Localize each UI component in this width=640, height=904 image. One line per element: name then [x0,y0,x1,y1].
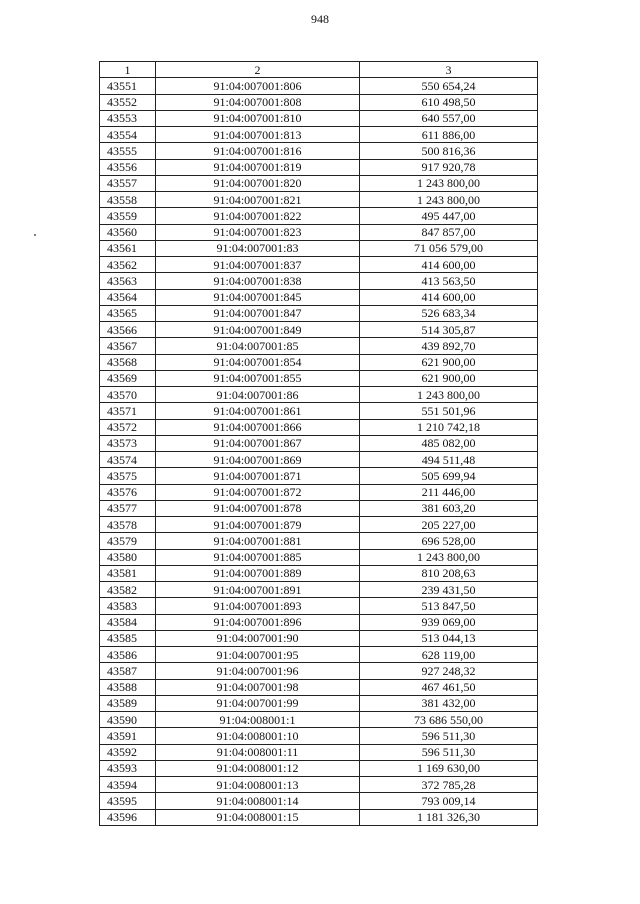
table-row [100,712,538,728]
amount-cell: 1 181 326,30 [360,809,538,825]
row-number-cell: 43596 [100,809,156,825]
table-row [100,192,538,208]
table-row [100,338,538,354]
amount-cell: 505 699,94 [360,468,538,484]
amount-cell: 551 501,96 [360,403,538,419]
cadastral-number-cell: 91:04:007001:806 [156,78,360,94]
cadastral-number-cell: 91:04:007001:854 [156,354,360,370]
row-number-cell: 43558 [100,192,156,208]
table-row [100,94,538,110]
amount-cell: 500 816,36 [360,143,538,159]
table-row [100,175,538,191]
cadastral-number-cell: 91:04:007001:95 [156,647,360,663]
table-row [100,387,538,403]
row-number-cell: 43577 [100,500,156,516]
table-row [100,679,538,695]
amount-cell: 205 227,00 [360,517,538,533]
cadastral-number-cell: 91:04:007001:871 [156,468,360,484]
table-row [100,533,538,549]
cadastral-number-cell: 91:04:007001:869 [156,452,360,468]
row-number-cell: 43559 [100,208,156,224]
table-row [100,809,538,825]
cadastral-number-cell: 91:04:007001:808 [156,94,360,110]
cadastral-number-cell: 91:04:007001:98 [156,679,360,695]
row-number-cell: 43571 [100,403,156,419]
amount-cell: 621 900,00 [360,354,538,370]
cadastral-number-cell: 91:04:007001:810 [156,110,360,126]
table-row [100,582,538,598]
table-row [100,257,538,273]
cadastral-number-cell: 91:04:007001:822 [156,208,360,224]
table-row [100,452,538,468]
row-number-cell: 43585 [100,630,156,646]
cadastral-number-cell: 91:04:008001:12 [156,760,360,776]
row-number-cell: 43566 [100,322,156,338]
scan-speck [34,234,36,236]
header-row [100,62,538,78]
row-number-cell: 43564 [100,289,156,305]
cadastral-number-cell: 91:04:007001:893 [156,598,360,614]
cadastral-number-cell: 91:04:007001:881 [156,533,360,549]
table-row [100,289,538,305]
table-row [100,549,538,565]
cadastral-number-cell: 91:04:007001:872 [156,484,360,500]
row-number-cell: 43569 [100,370,156,386]
table-row [100,777,538,793]
row-number-cell: 43563 [100,273,156,289]
row-number-cell: 43562 [100,257,156,273]
amount-cell: 413 563,50 [360,273,538,289]
cadastral-number-cell: 91:04:007001:86 [156,387,360,403]
table-row [100,484,538,500]
cadastral-number-cell: 91:04:007001:879 [156,517,360,533]
row-number-cell: 43552 [100,94,156,110]
amount-cell: 847 857,00 [360,224,538,240]
cadastral-number-cell: 91:04:008001:14 [156,793,360,809]
amount-cell: 514 305,87 [360,322,538,338]
row-number-cell: 43557 [100,175,156,191]
page-number: 948 [311,12,329,26]
amount-cell: 71 056 579,00 [360,240,538,256]
cadastral-number-cell: 91:04:007001:820 [156,175,360,191]
cadastral-number-cell: 91:04:008001:15 [156,809,360,825]
table-row [100,468,538,484]
column-header-1: 1 [100,62,156,78]
table-row [100,208,538,224]
amount-cell: 696 528,00 [360,533,538,549]
table-row [100,110,538,126]
column-header-2: 2 [156,62,360,78]
cadastral-number-cell: 91:04:008001:1 [156,712,360,728]
cadastral-number-cell: 91:04:007001:849 [156,322,360,338]
row-number-cell: 43583 [100,598,156,614]
row-number-cell: 43561 [100,240,156,256]
amount-cell: 810 208,63 [360,565,538,581]
amount-cell: 640 557,00 [360,110,538,126]
amount-cell: 439 892,70 [360,338,538,354]
cadastral-number-cell: 91:04:007001:83 [156,240,360,256]
cadastral-number-cell: 91:04:007001:837 [156,257,360,273]
table-row [100,760,538,776]
amount-cell: 495 447,00 [360,208,538,224]
row-number-cell: 43554 [100,127,156,143]
row-number-cell: 43567 [100,338,156,354]
table-row [100,744,538,760]
cadastral-number-cell: 91:04:007001:819 [156,159,360,175]
row-number-cell: 43555 [100,143,156,159]
cadastral-number-cell: 91:04:007001:823 [156,224,360,240]
table-row [100,695,538,711]
amount-cell: 414 600,00 [360,257,538,273]
amount-cell: 621 900,00 [360,370,538,386]
cadastral-number-cell: 91:04:007001:847 [156,305,360,321]
table-row [100,647,538,663]
table-row [100,517,538,533]
row-number-cell: 43590 [100,712,156,728]
table-row [100,435,538,451]
cadastral-number-cell: 91:04:007001:866 [156,419,360,435]
row-number-cell: 43560 [100,224,156,240]
row-number-cell: 43551 [100,78,156,94]
row-number-cell: 43591 [100,728,156,744]
amount-cell: 526 683,34 [360,305,538,321]
cadastral-number-cell: 91:04:007001:813 [156,127,360,143]
row-number-cell: 43573 [100,435,156,451]
row-number-cell: 43578 [100,517,156,533]
cadastral-number-cell: 91:04:007001:896 [156,614,360,630]
table-row [100,273,538,289]
cadastral-number-cell: 91:04:007001:821 [156,192,360,208]
amount-cell: 73 686 550,00 [360,712,538,728]
table-row [100,370,538,386]
table-row [100,143,538,159]
table-row [100,614,538,630]
cadastral-number-cell: 91:04:008001:13 [156,777,360,793]
row-number-cell: 43594 [100,777,156,793]
cadastral-number-cell: 91:04:007001:99 [156,695,360,711]
amount-cell: 485 082,00 [360,435,538,451]
amount-cell: 1 210 742,18 [360,419,538,435]
table-row [100,354,538,370]
row-number-cell: 43575 [100,468,156,484]
table-row [100,728,538,744]
table-row [100,224,538,240]
amount-cell: 494 511,48 [360,452,538,468]
registry-table [99,61,538,826]
amount-cell: 550 654,24 [360,78,538,94]
row-number-cell: 43582 [100,582,156,598]
amount-cell: 939 069,00 [360,614,538,630]
amount-cell: 1 169 630,00 [360,760,538,776]
amount-cell: 211 446,00 [360,484,538,500]
cadastral-number-cell: 91:04:008001:11 [156,744,360,760]
table-row [100,793,538,809]
cadastral-number-cell: 91:04:007001:867 [156,435,360,451]
table-row [100,240,538,256]
table-row [100,322,538,338]
amount-cell: 917 920,78 [360,159,538,175]
amount-cell: 793 009,14 [360,793,538,809]
amount-cell: 239 431,50 [360,582,538,598]
row-number-cell: 43565 [100,305,156,321]
amount-cell: 610 498,50 [360,94,538,110]
amount-cell: 513 847,50 [360,598,538,614]
row-number-cell: 43580 [100,549,156,565]
table-row [100,663,538,679]
cadastral-number-cell: 91:04:008001:10 [156,728,360,744]
cadastral-number-cell: 91:04:007001:878 [156,500,360,516]
cadastral-number-cell: 91:04:007001:889 [156,565,360,581]
table-row [100,127,538,143]
row-number-cell: 43574 [100,452,156,468]
amount-cell: 1 243 800,00 [360,175,538,191]
cadastral-number-cell: 91:04:007001:90 [156,630,360,646]
row-number-cell: 43587 [100,663,156,679]
amount-cell: 611 886,00 [360,127,538,143]
amount-cell: 414 600,00 [360,289,538,305]
cadastral-number-cell: 91:04:007001:96 [156,663,360,679]
row-number-cell: 43592 [100,744,156,760]
table-row [100,565,538,581]
row-number-cell: 43579 [100,533,156,549]
cadastral-number-cell: 91:04:007001:885 [156,549,360,565]
amount-cell: 628 119,00 [360,647,538,663]
row-number-cell: 43570 [100,387,156,403]
cadastral-number-cell: 91:04:007001:855 [156,370,360,386]
table-row [100,598,538,614]
table-body [100,78,538,826]
cadastral-number-cell: 91:04:007001:816 [156,143,360,159]
amount-cell: 927 248,32 [360,663,538,679]
row-number-cell: 43581 [100,565,156,581]
row-number-cell: 43572 [100,419,156,435]
row-number-cell: 43586 [100,647,156,663]
amount-cell: 467 461,50 [360,679,538,695]
row-number-cell: 43593 [100,760,156,776]
row-number-cell: 43589 [100,695,156,711]
amount-cell: 596 511,30 [360,728,538,744]
row-number-cell: 43584 [100,614,156,630]
row-number-cell: 43588 [100,679,156,695]
table-row [100,630,538,646]
row-number-cell: 43595 [100,793,156,809]
row-number-cell: 43556 [100,159,156,175]
cadastral-number-cell: 91:04:007001:845 [156,289,360,305]
amount-cell: 1 243 800,00 [360,549,538,565]
cadastral-number-cell: 91:04:007001:891 [156,582,360,598]
cadastral-number-cell: 91:04:007001:838 [156,273,360,289]
row-number-cell: 43576 [100,484,156,500]
table-row [100,500,538,516]
row-number-cell: 43553 [100,110,156,126]
table-row [100,159,538,175]
amount-cell: 1 243 800,00 [360,192,538,208]
amount-cell: 1 243 800,00 [360,387,538,403]
amount-cell: 596 511,30 [360,744,538,760]
column-header-3: 3 [360,62,538,78]
cadastral-number-cell: 91:04:007001:85 [156,338,360,354]
table-row [100,419,538,435]
amount-cell: 381 603,20 [360,500,538,516]
amount-cell: 513 044,13 [360,630,538,646]
table-row [100,305,538,321]
amount-cell: 381 432,00 [360,695,538,711]
table-row [100,78,538,94]
cadastral-number-cell: 91:04:007001:861 [156,403,360,419]
table-row [100,403,538,419]
amount-cell: 372 785,28 [360,777,538,793]
row-number-cell: 43568 [100,354,156,370]
